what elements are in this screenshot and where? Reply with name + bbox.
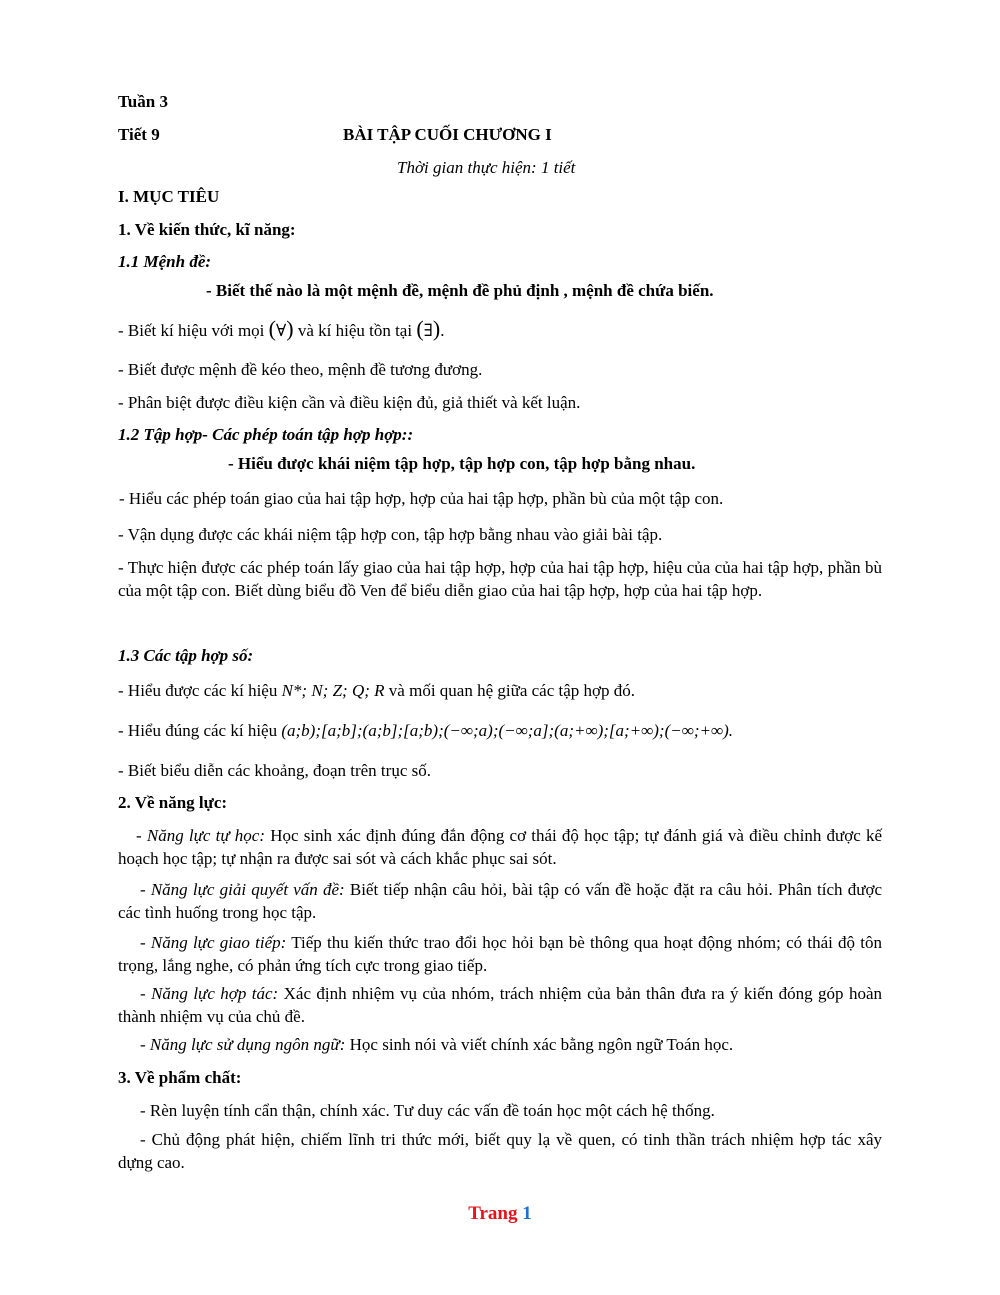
paren-open: ( — [268, 316, 276, 341]
competency-language — [140, 1034, 733, 1056]
quantifier-text-pre: - Biết kí hiệu với mọi — [118, 321, 265, 340]
paren-open: ( — [416, 316, 424, 341]
competency-text: Xác định nhiệm vụ của nhóm, trách nhiệm của bản thân đưa ra ý kiến đóng góp hoàn thành nhiệm vụ của chủ đề. — [118, 984, 882, 1026]
paren-close: ) — [432, 316, 441, 341]
set-operations-paragraph: - Thực hiện được các phép toán lấy giao của hai tập hợp, hợp của hai tập hợp, hiệu của của hai tập hợp, phần bù của một tập con. Biết dùng biểu đồ Ven để biểu diễn giao của hai tập hợp, hợp của hai tập hợp. — [118, 558, 882, 600]
quality-line-1: - Rèn luyện tính cẩn thận, chính xác. Tư duy các vấn đề toán học một cách hệ thống. — [140, 1101, 715, 1120]
sets-bold-line: - Hiểu được khái niệm tập hợp, tập hợp con, tập hợp bằng nhau. — [228, 454, 696, 473]
condition-line: - Phân biệt được điều kiện cần và điều kiện đủ, giả thiết và kết luận. — [118, 393, 581, 412]
page-footer — [0, 1203, 1000, 1225]
interval-representation-line: - Biết biểu diễn các khoảng, đoạn trên trục số. — [118, 761, 431, 780]
number-sets-text-pre: - Hiểu được các kí hiệu — [118, 681, 278, 700]
number-sets-symbols: N*; N; Z; Q; R — [281, 681, 385, 700]
competency-label: - Năng lực giải quyết vấn đề: — [140, 880, 345, 899]
heading-number-sets: 1.3 Các tập hợp số: — [118, 646, 254, 665]
implication-line: - Biết được mệnh đề kéo theo, mệnh đề tương đương. — [118, 360, 483, 379]
exists-symbol: ∃ — [423, 321, 433, 340]
competency-label: - Năng lực tự học: — [136, 826, 265, 845]
forall-symbol: ∀ — [275, 321, 287, 340]
week-label: Tuần 3 — [118, 92, 168, 111]
interval-notation-line — [118, 720, 733, 742]
heading-propositions: 1.1 Mệnh đề: — [118, 252, 212, 271]
paren-close: ) — [286, 316, 294, 341]
subset-apply-line: - Vận dụng được các khái niệm tập hợp con, tập hợp bằng nhau vào giải bài tập. — [118, 525, 663, 544]
number-sets-line — [118, 680, 635, 702]
subheading-competencies: 2. Về năng lực: — [118, 793, 228, 812]
competency-label: - Năng lực giao tiếp: — [140, 933, 287, 952]
quantifier-text-mid: và kí hiệu tồn tại — [297, 321, 413, 340]
competency-text: Học sinh xác định đúng đắn động cơ thái độ học tập; tự đánh giá và điều chỉnh được kế hoạch học tập; tự nhận ra được sai sót và cách khắc phục sai sót. — [118, 826, 882, 868]
interval-symbols: (a;b);[a;b];(a;b];[a;b);(−∞;a);(−∞;a];(a;+∞);[a;+∞);(−∞;+∞). — [281, 721, 734, 740]
competency-label: - Năng lực hợp tác: — [140, 984, 279, 1003]
subheading-knowledge: 1. Về kiến thức, kĩ năng: — [118, 220, 296, 239]
period-label: Tiết 9 — [118, 125, 160, 144]
subheading-qualities: 3. Về phẩm chất: — [118, 1068, 242, 1087]
competency-problem-solving — [118, 878, 882, 924]
competency-text: Tiếp thu kiến thức trao đổi học hỏi bạn bè thông qua hoạt động nhóm; có thái độ tôn trọng, lắng nghe, có phản ứng tích cực trong giao tiếp. — [118, 933, 882, 975]
number-sets-text-post: và mối quan hệ giữa các tập hợp đó. — [388, 681, 636, 700]
propositions-bold-line: - Biết thế nào là một mệnh đề, mệnh đề phủ định , mệnh đề chứa biến. — [206, 281, 714, 300]
interval-text-pre: - Hiểu đúng các kí hiệu — [118, 721, 278, 740]
footer-page-word: Trang — [468, 1203, 518, 1224]
quantifier-text-end: . — [440, 321, 445, 340]
page-title: BÀI TẬP CUỐI CHƯƠNG I — [343, 125, 552, 144]
duration-label: Thời gian thực hiện: 1 tiết — [397, 158, 576, 177]
heading-sets: 1.2 Tập hợp- Các phép toán tập hợp hợp:: — [118, 425, 414, 444]
competency-text: Học sinh nói và viết chính xác bằng ngôn ngữ Toán học. — [345, 1035, 734, 1054]
competency-label: - Năng lực sử dụng ngôn ngữ: — [140, 1035, 346, 1054]
footer-page-number: 1 — [522, 1203, 532, 1224]
quantifier-line — [118, 318, 444, 342]
quality-line-2: - Chủ động phát hiện, chiếm lĩnh tri thức mới, biết quy lạ về quen, có tinh thần trách nhiệm hợp tác xây dựng cao. — [118, 1130, 882, 1172]
set-operations-line: - Hiểu các phép toán giao của hai tập hợp, hợp của hai tập hợp, phần bù của một tập con. — [119, 489, 724, 508]
competency-cooperation — [118, 982, 882, 1028]
section-heading-objectives: I. MỤC TIÊU — [118, 187, 220, 206]
competency-text: Biết tiếp nhận câu hỏi, bài tập có vấn đề hoặc đặt ra câu hỏi. Phân tích được các tình huống trong học tập. — [118, 880, 882, 922]
competency-communication — [118, 931, 882, 977]
competency-self-study — [118, 824, 882, 870]
